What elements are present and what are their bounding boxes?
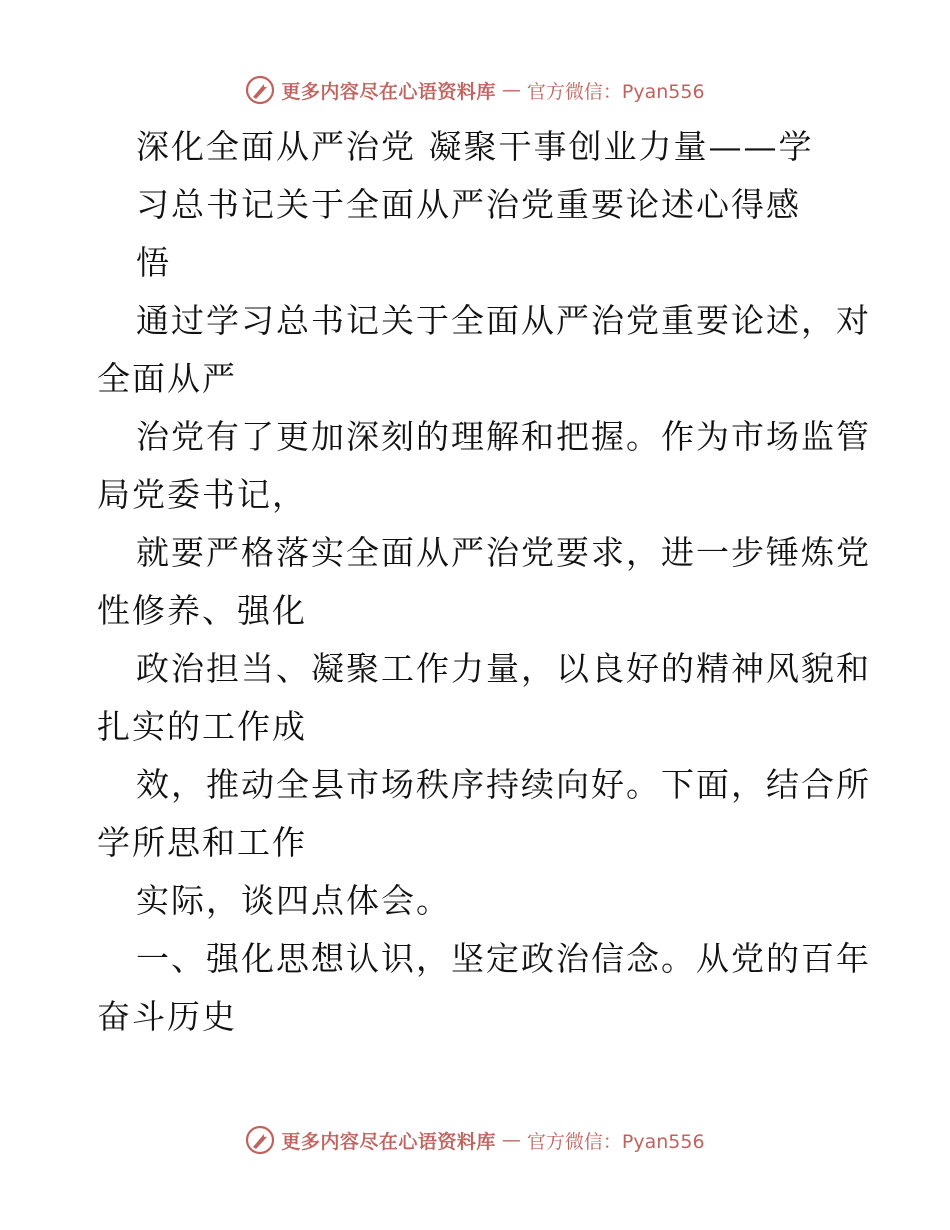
pen-nib-logo-icon [245, 75, 275, 105]
watermark-sub: 官方微信：Pyan556 [526, 80, 705, 103]
pen-nib-logo-icon [245, 1125, 275, 1155]
footer-watermark [0, 1120, 950, 1160]
title-line: 习总书记关于全面从严治党重要论述心得感 [136, 185, 801, 224]
watermark-dash: — [501, 79, 521, 101]
paragraph-line: 性修养、强化 [97, 591, 307, 630]
watermark-dash: — [501, 1129, 521, 1151]
watermark-sub: 官方微信：Pyan556 [526, 1130, 705, 1153]
watermark-text: 更多内容尽在心语资料库 [281, 1130, 496, 1153]
paragraph-line: 通过学习总书记关于全面从严治党重要论述，对 [136, 301, 871, 340]
paragraph-line: 全面从严 [97, 359, 237, 398]
section-heading-line: 一、强化思想认识，坚定政治信念。从党的百年 [136, 939, 871, 978]
paragraph-line: 政治担当、凝聚工作力量，以良好的精神风貌和 [136, 649, 871, 688]
header-watermark [0, 70, 950, 110]
paragraph-line: 扎实的工作成 [97, 707, 307, 746]
paragraph-line: 治党有了更加深刻的理解和把握。作为市场监管 [136, 417, 871, 456]
title-line: 悟 [136, 243, 171, 282]
paragraph-line: 效，推动全县市场秩序持续向好。下面，结合所 [136, 765, 871, 804]
paragraph-line: 局党委书记， [97, 475, 307, 514]
paragraph-line: 学所思和工作 [97, 823, 307, 862]
paragraph-line: 就要严格落实全面从严治党要求，进一步锤炼党 [136, 533, 871, 572]
watermark-text: 更多内容尽在心语资料库 [281, 80, 496, 103]
title-line: 深化全面从严治党 凝聚干事创业力量——学 [136, 127, 814, 166]
paragraph-line: 奋斗历史 [97, 997, 237, 1036]
paragraph-line: 实际，谈四点体会。 [136, 881, 451, 920]
